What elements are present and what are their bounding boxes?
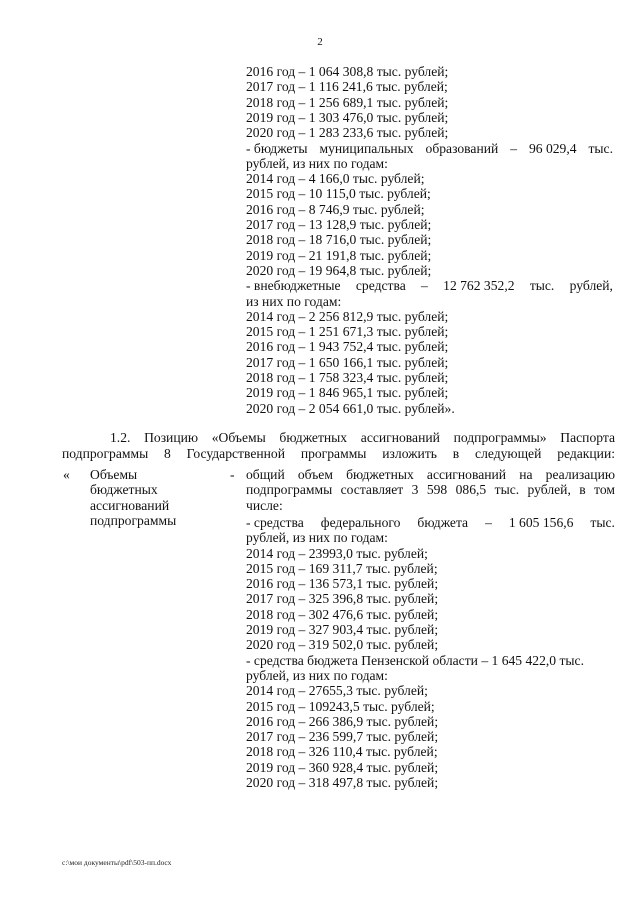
year-line: 2019 год – 1 846 965,1 тыс. рублей; <box>246 385 449 401</box>
year-line: 2018 год – 1 256 689,1 тыс. рублей; <box>246 94 449 110</box>
year-line: 2017 год – 1 116 241,6 тыс. рублей; <box>246 79 448 95</box>
municipal-budget-intro-cont: рублей, из них по годам: <box>246 155 388 171</box>
year-line: 2017 год – 1 650 166,1 тыс. рублей; <box>246 354 449 370</box>
row-dash: - <box>230 467 235 482</box>
year-line: 2015 год – 169 311,7 тыс. рублей; <box>246 560 438 576</box>
year-line: 2019 год – 327 903,4 тыс. рублей; <box>246 622 439 638</box>
file-path-footer: c:\мои документы\pdf\503-пп.docx <box>62 858 172 867</box>
row-label-line: подпрограммы <box>90 512 177 528</box>
federal-year-list <box>246 546 438 653</box>
section-paragraph-line2: подпрограммы 8 Государственной программы изложить в следующей редакции: <box>62 446 615 461</box>
off-budget-intro-cont: из них по годам: <box>246 293 342 309</box>
row-label <box>90 467 176 528</box>
year-line: 2014 год – 27655,3 тыс. рублей; <box>246 683 428 699</box>
off-budget-intro: - внебюджетные средства – 12 762 352,2 тыс. рублей, <box>246 278 613 294</box>
year-line: 2014 год – 4 166,0 тыс. рублей; <box>246 171 425 187</box>
year-line: 2016 год – 8 746,9 тыс. рублей; <box>246 201 425 217</box>
federal-intro: - средства федерального бюджета – 1 605 156,6 тыс. <box>246 515 615 530</box>
year-line: 2016 год – 1 064 308,8 тыс. рублей; <box>246 64 449 79</box>
total-line1: общий объем бюджетных ассигнований на реализацию <box>246 467 615 482</box>
open-quote: « <box>63 467 70 482</box>
year-line: 2019 год – 21 191,8 тыс. рублей; <box>246 247 432 263</box>
year-list-b <box>246 171 431 278</box>
year-line: 2017 год – 325 396,8 тыс. рублей; <box>246 591 439 607</box>
year-line: 2015 год – 109243,5 тыс. рублей; <box>246 698 435 714</box>
year-list-c <box>246 309 455 416</box>
year-line: 2014 год – 2 256 812,9 тыс. рублей; <box>246 308 449 324</box>
row-label-line: бюджетных <box>90 482 158 498</box>
year-line: 2017 год – 236 599,7 тыс. рублей; <box>246 729 439 745</box>
year-line: 2018 год – 326 110,4 тыс. рублей; <box>246 744 438 760</box>
year-line: 2020 год – 1 283 233,6 тыс. рублей; <box>246 125 449 141</box>
regional-intro-cont: рублей, из них по годам: <box>246 668 388 683</box>
year-line: 2016 год – 266 386,9 тыс. рублей; <box>246 713 439 729</box>
year-line: 2020 год – 319 502,0 тыс. рублей; <box>246 637 439 653</box>
year-line: 2018 год – 18 716,0 тыс. рублей; <box>246 232 432 248</box>
year-line: 2017 год – 13 128,9 тыс. рублей; <box>246 216 432 232</box>
row-label-line: Объемы <box>90 467 138 482</box>
total-line3: числе: <box>246 497 283 513</box>
year-line: 2015 год – 10 115,0 тыс. рублей; <box>246 186 431 202</box>
year-line: 2019 год – 1 303 476,0 тыс. рублей; <box>246 109 449 125</box>
year-line: 2018 год – 302 476,6 тыс. рублей; <box>246 606 439 622</box>
year-line: 2015 год – 1 251 671,3 тыс. рублей; <box>246 324 449 340</box>
year-line: 2019 год – 360 928,4 тыс. рублей; <box>246 759 439 775</box>
year-line: 2016 год – 1 943 752,4 тыс. рублей; <box>246 339 449 355</box>
regional-year-list <box>246 683 438 790</box>
page-number: 2 <box>317 36 323 48</box>
year-list-a <box>246 64 448 140</box>
regional-intro: - средства бюджета Пензенской области – 1 645 422,0 тыс. <box>246 652 584 668</box>
federal-intro-cont: рублей, из них по годам: <box>246 530 388 546</box>
year-line: 2016 год – 136 573,1 тыс. рублей; <box>246 576 439 592</box>
year-line: 2020 год – 318 497,8 тыс. рублей; <box>246 775 439 791</box>
year-line: 2018 год – 1 758 323,4 тыс. рублей; <box>246 369 449 385</box>
year-line: 2020 год – 19 964,8 тыс. рублей; <box>246 262 432 278</box>
municipal-budget-intro: - бюджеты муниципальных образований – 96 029,4 тыс. <box>246 140 613 156</box>
section-paragraph-line1: 1.2. Позицию «Объемы бюджетных ассигнований подпрограммы» Паспорта <box>110 430 615 445</box>
year-line: 2014 год – 23993,0 тыс. рублей; <box>246 545 428 561</box>
year-line: 2020 год – 2 054 661,0 тыс. рублей». <box>246 400 455 416</box>
total-line2: подпрограммы составляет 3 598 086,5 тыс. рублей, в том <box>246 482 615 498</box>
row-label-line: ассигнований <box>90 497 170 513</box>
